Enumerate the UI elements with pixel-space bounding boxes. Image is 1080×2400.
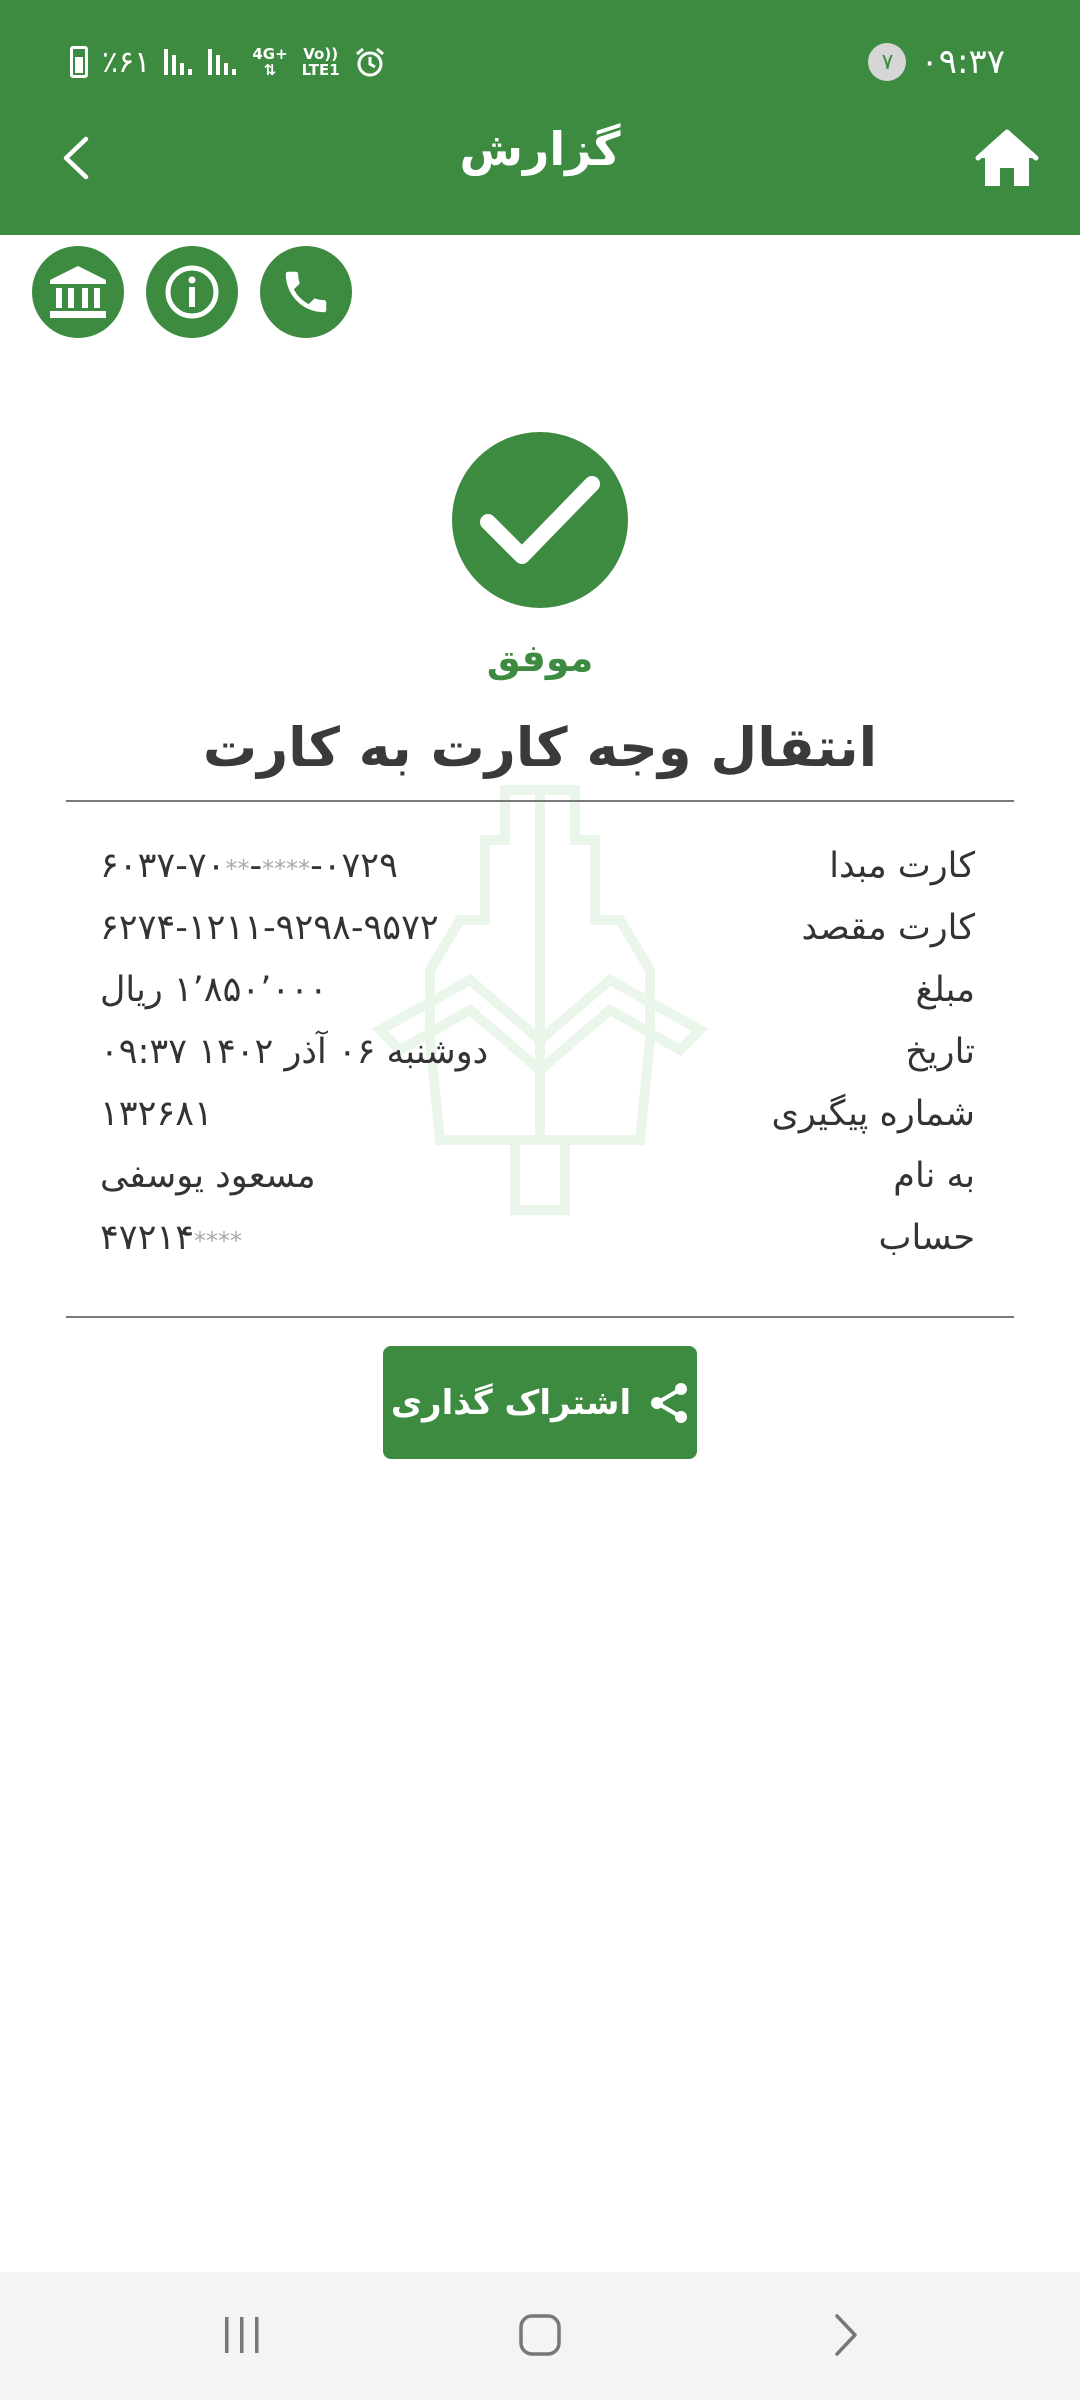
home-nav-icon xyxy=(518,2313,562,2357)
home-button[interactable] xyxy=(974,126,1040,192)
status-bar-left xyxy=(70,38,386,86)
detail-row-recipient xyxy=(100,1156,975,1212)
system-nav-bar xyxy=(0,2272,1080,2400)
result-status: موفق xyxy=(486,636,594,680)
detail-row-account xyxy=(100,1218,975,1274)
alarm-icon xyxy=(354,46,386,78)
transaction-title: انتقال وجه کارت به کارت xyxy=(202,716,878,779)
recipient-value: مسعود یوسفی xyxy=(100,1156,316,1196)
amount-value: ۱٬۸۵۰٬۰۰۰ ریال xyxy=(100,970,328,1010)
info-icon xyxy=(164,264,220,320)
divider-bottom xyxy=(66,1316,1014,1318)
check-icon xyxy=(478,472,602,568)
page-title: گزارش xyxy=(459,122,621,176)
success-icon xyxy=(452,432,628,608)
account-label: حساب xyxy=(878,1218,975,1258)
clock: ۰۹:۳۷ xyxy=(920,42,1005,82)
back-nav-button[interactable] xyxy=(806,2300,886,2370)
detail-row-source-card xyxy=(100,846,975,902)
amount-label: مبلغ xyxy=(915,970,975,1010)
network-type: 4G+ ⇅ xyxy=(252,45,288,79)
detail-row-date xyxy=(100,1032,975,1088)
source-card-value: ۶۰۳۷-۷۰**-****-۰۷۲۹ xyxy=(100,846,398,886)
bank-icon xyxy=(48,264,108,320)
volte-indicator: Vo)) LTE1 xyxy=(301,45,340,79)
back-nav-icon xyxy=(831,2312,861,2358)
battery-icon xyxy=(70,46,88,78)
bank-button[interactable] xyxy=(32,246,124,338)
status-bar-right xyxy=(868,38,1005,86)
notification-badge: ۷ xyxy=(868,43,906,81)
dest-card-value: ۶۲۷۴-۱۲۱۱-۹۲۹۸-۹۵۷۲ xyxy=(100,908,439,948)
recents-button[interactable] xyxy=(202,2300,282,2370)
phone-button[interactable] xyxy=(260,246,352,338)
detail-row-tracking xyxy=(100,1094,975,1150)
signal-icon xyxy=(164,47,194,77)
info-button[interactable] xyxy=(146,246,238,338)
dest-card-label: کارت مقصد xyxy=(801,908,975,948)
account-value: ۴۷۲۱۴**** xyxy=(100,1218,242,1258)
top-bar xyxy=(0,0,1080,235)
share-icon xyxy=(649,1382,689,1424)
share-button[interactable] xyxy=(383,1346,697,1459)
share-label: اشتراک گذاری xyxy=(390,1382,632,1423)
battery-text: ٪۶۱ xyxy=(102,44,151,80)
home-nav-button[interactable] xyxy=(500,2300,580,2370)
detail-row-dest-card xyxy=(100,908,975,964)
date-value: دوشنبه ۰۶ آذر ۱۴۰۲ ۰۹:۳۷ xyxy=(100,1032,489,1072)
home-icon xyxy=(974,126,1040,192)
detail-row-amount xyxy=(100,970,975,1026)
recents-icon xyxy=(222,2315,262,2355)
recipient-label: به نام xyxy=(893,1156,975,1196)
phone-icon xyxy=(279,265,333,319)
signal-icon xyxy=(208,47,238,77)
divider-top xyxy=(66,800,1014,802)
source-card-label: کارت مبدا xyxy=(829,846,975,886)
tracking-value: ۱۳۲۶۸۱ xyxy=(100,1094,213,1134)
date-label: تاریخ xyxy=(905,1032,975,1072)
tracking-label: شماره پیگیری xyxy=(771,1094,975,1134)
